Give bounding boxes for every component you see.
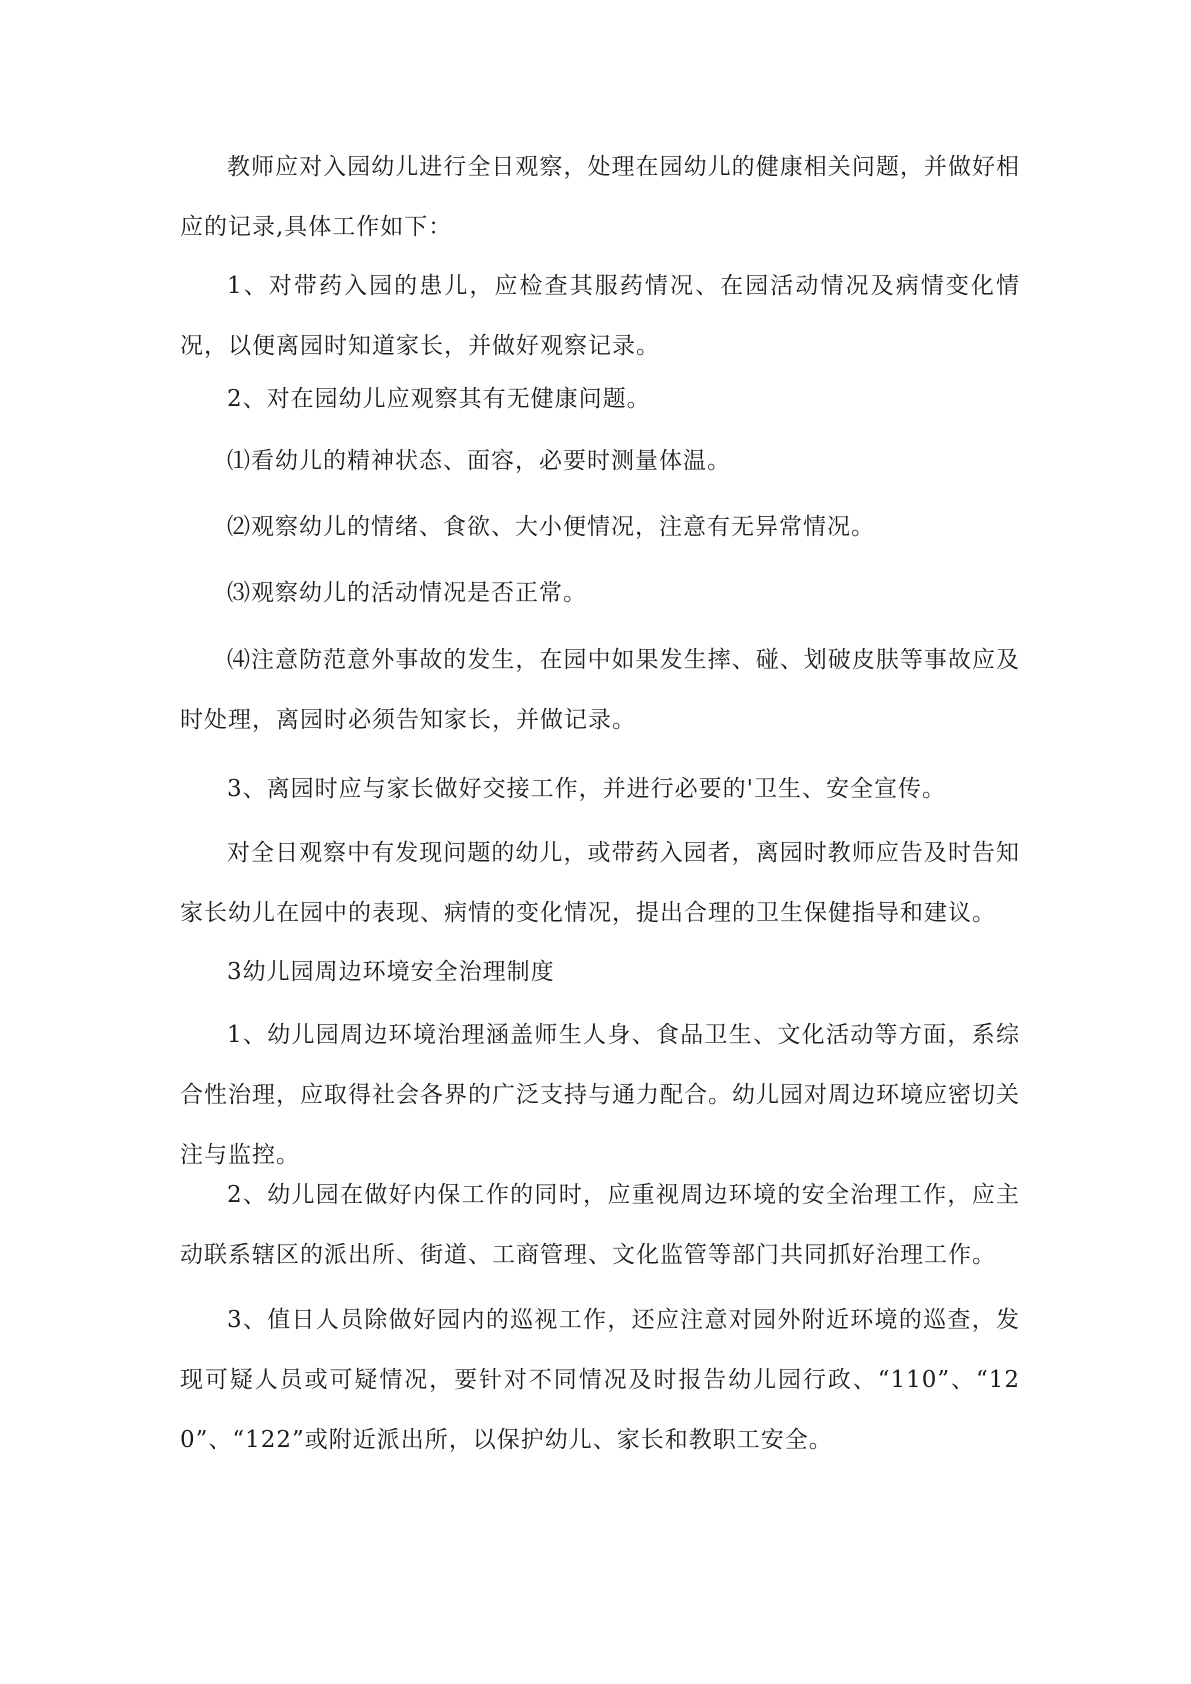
rule-2-paragraph: 2、幼儿园在做好内保工作的同时，应重视周边环境的安全治理工作，应主动联系辖区的派出所、街道、工商管理、文化监管等部门共同抓好治理工作。 [180, 1182, 1020, 1268]
item-2-health-check-paragraph: 2、对在园幼儿应观察其有无健康问题。 [227, 386, 651, 412]
summary-paragraph: 对全日观察中有发现问题的幼儿，或带药入园者，离园时教师应告及时告知家长幼儿在园中的表现、病情的变化情况，提出合理的卫生保健指导和建议。 [180, 840, 1020, 926]
item-3-handover-paragraph: 3、离园时应与家长做好交接工作，并进行必要的'卫生、安全宣传。 [227, 776, 946, 802]
subitem-1-paragraph: ⑴看幼儿的精神状态、面容，必要时测量体温。 [227, 448, 731, 474]
rule-1-paragraph: 1、幼儿园周边环境治理涵盖师生人身、食品卫生、文化活动等方面，系综合性治理，应取得社会各界的广泛支持与通力配合。幼儿园对周边环境应密切关注与监控。 [180, 1022, 1020, 1168]
subitem-4-paragraph: ⑷注意防范意外事故的发生，在园中如果发生摔、碰、划破皮肤等事故应及时处理，离园时必须告知家长，并做记录。 [180, 647, 1020, 733]
item-1-medication-paragraph: 1、对带药入园的患儿，应检查其服药情况、在园活动情况及病情变化情况，以便离园时知道家长，并做好观察记录。 [180, 273, 1020, 359]
intro-paragraph: 教师应对入园幼儿进行全日观察，处理在园幼儿的健康相关问题，并做好相应的记录,具体工作如下： [180, 154, 1020, 240]
subitem-2-paragraph: ⑵观察幼儿的情绪、食欲、大小便情况，注意有无异常情况。 [227, 514, 875, 540]
section-heading: 3幼儿园周边环境安全治理制度 [227, 959, 555, 985]
rule-3-paragraph: 3、值日人员除做好园内的巡视工作，还应注意对园外附近环境的巡查，发现可疑人员或可疑情况，要针对不同情况及时报告幼儿园行政、“110”、“120”、“122”或附近派出所，以保护幼儿、家长和教职工安全。 [180, 1307, 1020, 1453]
subitem-3-paragraph: ⑶观察幼儿的活动情况是否正常。 [227, 580, 587, 606]
